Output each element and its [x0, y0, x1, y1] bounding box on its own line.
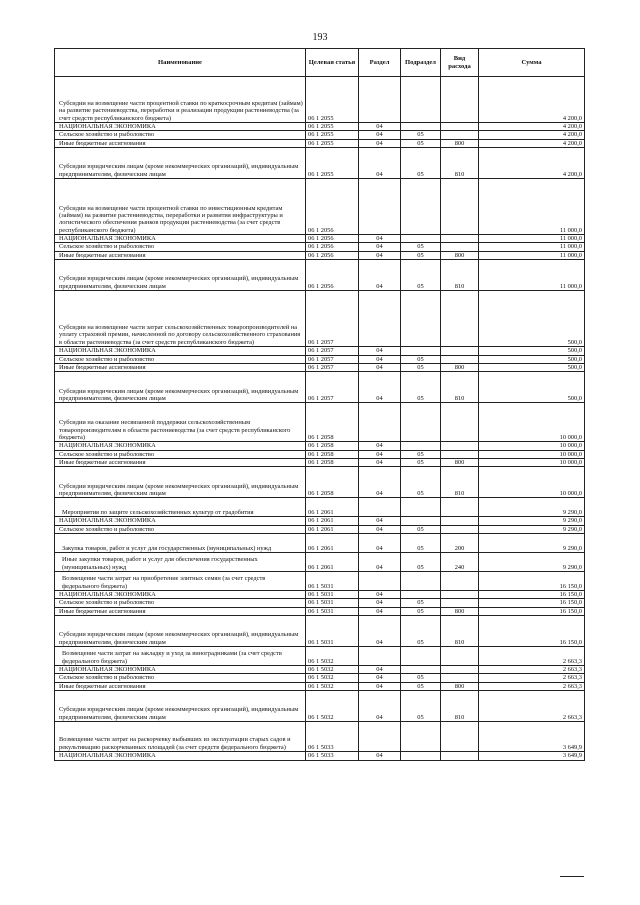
cell-section: 04 [359, 674, 401, 682]
cell-subsection: 05 [401, 674, 441, 682]
cell-subsection: 05 [401, 372, 441, 403]
table-row [55, 607, 585, 615]
cell-name: Сельское хозяйство и рыболовство [55, 674, 306, 682]
cell-amount: 500,0 [479, 355, 585, 363]
cell-name: НАЦИОНАЛЬНАЯ ЭКОНОМИКА [55, 591, 306, 599]
table-row [55, 148, 585, 179]
cell-amount: 11 000,0 [479, 251, 585, 259]
cell-subsection [401, 291, 441, 347]
cell-expense-type: 810 [441, 467, 479, 498]
table-row [55, 291, 585, 347]
cell-section: 04 [359, 553, 401, 572]
cell-article: 06 1 5032 [306, 691, 359, 722]
budget-table [54, 48, 585, 761]
cell-expense-type [441, 674, 479, 682]
cell-subsection: 05 [401, 139, 441, 147]
table-row [55, 179, 585, 235]
cell-section: 04 [359, 260, 401, 291]
cell-section: 04 [359, 691, 401, 722]
cell-expense-type: 800 [441, 139, 479, 147]
cell-expense-type [441, 403, 479, 442]
cell-amount: 500,0 [479, 291, 585, 347]
cell-article: 06 1 5031 [306, 572, 359, 591]
cell-section: 04 [359, 450, 401, 458]
cell-amount: 2 663,3 [479, 691, 585, 722]
cell-expense-type [441, 752, 479, 760]
cell-article: 06 1 2055 [306, 131, 359, 139]
cell-name: Сельское хозяйство и рыболовство [55, 243, 306, 251]
table-row [55, 591, 585, 599]
cell-subsection [401, 517, 441, 525]
cell-subsection: 05 [401, 458, 441, 466]
cell-amount: 9 290,0 [479, 534, 585, 553]
table-row [55, 403, 585, 442]
cell-article: 06 1 2057 [306, 291, 359, 347]
cell-section: 04 [359, 148, 401, 179]
cell-amount: 11 000,0 [479, 235, 585, 243]
cell-section: 04 [359, 607, 401, 615]
table-row [55, 674, 585, 682]
cell-subsection [401, 77, 441, 123]
cell-amount: 4 200,0 [479, 77, 585, 123]
cell-name: Субсидии на возмещение части затрат сельскохозяйственных товаропроизводителей на уплату страховой премии, начисленной по договору сельскохозяйственного страхования в области растениеводства (за счет средств республиканского бюджета) [55, 291, 306, 347]
cell-section: 04 [359, 251, 401, 259]
table-row [55, 572, 585, 591]
cell-amount: 2 663,3 [479, 682, 585, 690]
cell-amount: 10 000,0 [479, 467, 585, 498]
table-row [55, 260, 585, 291]
cell-expense-type: 810 [441, 260, 479, 291]
cell-name: Сельское хозяйство и рыболовство [55, 599, 306, 607]
cell-name: Возмещение части затрат на приобретение элитных семян (за счет средств федерального бюджета) [55, 572, 306, 591]
cell-expense-type [441, 131, 479, 139]
cell-section: 04 [359, 123, 401, 131]
table-row [55, 498, 585, 517]
cell-name: Субсидии на возмещение части процентной ставки по инвестиционным кредитам (займам) на развитие растениеводства, переработки и развития инфраструктуры и логистического обеспечения рынков продукции растениеводства (за счет средств республиканского бюджета) [55, 179, 306, 235]
table-row [55, 372, 585, 403]
table-row [55, 722, 585, 752]
cell-amount: 9 290,0 [479, 498, 585, 517]
cell-article: 06 1 2055 [306, 148, 359, 179]
cell-expense-type: 240 [441, 553, 479, 572]
cell-article: 06 1 2061 [306, 517, 359, 525]
cell-name: Субсидии юридическим лицам (кроме некоммерческих организаций), индивидуальным предпринимателям, физическим лицам [55, 260, 306, 291]
table-row [55, 691, 585, 722]
cell-article: 06 1 5033 [306, 722, 359, 752]
cell-subsection: 05 [401, 467, 441, 498]
cell-article: 06 1 5031 [306, 607, 359, 615]
cell-expense-type [441, 123, 479, 131]
cell-subsection [401, 123, 441, 131]
cell-expense-type: 810 [441, 616, 479, 647]
cell-expense-type: 810 [441, 691, 479, 722]
cell-amount: 500,0 [479, 363, 585, 371]
table-row [55, 553, 585, 572]
cell-expense-type [441, 450, 479, 458]
table-row [55, 666, 585, 674]
cell-section: 04 [359, 355, 401, 363]
cell-subsection [401, 235, 441, 243]
cell-name: НАЦИОНАЛЬНАЯ ЭКОНОМИКА [55, 666, 306, 674]
cell-article: 06 1 5031 [306, 616, 359, 647]
cell-article: 06 1 2055 [306, 123, 359, 131]
cell-article: 06 1 2057 [306, 372, 359, 403]
cell-name: НАЦИОНАЛЬНАЯ ЭКОНОМИКА [55, 235, 306, 243]
cell-amount: 2 663,3 [479, 674, 585, 682]
cell-amount: 9 290,0 [479, 517, 585, 525]
col-header-subsection: Подраздел [401, 49, 441, 77]
cell-name: Иные закупки товаров, работ и услуг для обеспечения государственных (муниципальных) нужд [55, 553, 306, 572]
cell-subsection [401, 403, 441, 442]
cell-expense-type [441, 599, 479, 607]
cell-amount: 16 150,0 [479, 591, 585, 599]
cell-expense-type: 800 [441, 458, 479, 466]
cell-amount: 2 663,3 [479, 666, 585, 674]
cell-expense-type: 800 [441, 682, 479, 690]
cell-amount: 9 290,0 [479, 553, 585, 572]
cell-subsection: 05 [401, 148, 441, 179]
cell-subsection [401, 647, 441, 666]
cell-subsection: 05 [401, 607, 441, 615]
cell-name: Субсидии юридическим лицам (кроме некоммерческих организаций), индивидуальным предпринимателям, физическим лицам [55, 691, 306, 722]
cell-amount: 500,0 [479, 347, 585, 355]
cell-amount: 11 000,0 [479, 179, 585, 235]
table-row [55, 450, 585, 458]
cell-section: 04 [359, 752, 401, 760]
cell-subsection: 05 [401, 260, 441, 291]
cell-amount: 10 000,0 [479, 442, 585, 450]
cell-amount: 3 649,9 [479, 752, 585, 760]
cell-amount: 11 000,0 [479, 260, 585, 291]
table-row [55, 131, 585, 139]
cell-subsection: 05 [401, 599, 441, 607]
cell-name: Возмещение части затрат на закладку и уход за виноградниками (за счет средств федерального бюджета) [55, 647, 306, 666]
cell-subsection: 05 [401, 243, 441, 251]
cell-section: 04 [359, 243, 401, 251]
cell-subsection: 05 [401, 616, 441, 647]
cell-subsection: 05 [401, 131, 441, 139]
cell-article: 06 1 2061 [306, 498, 359, 517]
table-row [55, 251, 585, 259]
cell-subsection [401, 752, 441, 760]
table-row [55, 616, 585, 647]
cell-name: Субсидии на оказание несвязанной поддержки сельскохозяйственным товаропроизводителям в области растениеводства (за счет средств республиканского бюджета) [55, 403, 306, 442]
cell-name: НАЦИОНАЛЬНАЯ ЭКОНОМИКА [55, 123, 306, 131]
cell-expense-type: 810 [441, 148, 479, 179]
cell-expense-type: 800 [441, 251, 479, 259]
cell-subsection: 05 [401, 525, 441, 533]
cell-section [359, 77, 401, 123]
table-row [55, 123, 585, 131]
page-number: 193 [312, 32, 328, 43]
cell-name: НАЦИОНАЛЬНАЯ ЭКОНОМИКА [55, 517, 306, 525]
cell-subsection [401, 179, 441, 235]
cell-subsection [401, 347, 441, 355]
cell-article: 06 1 2058 [306, 442, 359, 450]
table-row [55, 682, 585, 690]
cell-article: 06 1 2061 [306, 525, 359, 533]
cell-subsection [401, 666, 441, 674]
cell-article: 06 1 2055 [306, 139, 359, 147]
cell-name: Иные бюджетные ассигнования [55, 363, 306, 371]
cell-subsection: 05 [401, 682, 441, 690]
cell-section: 04 [359, 372, 401, 403]
cell-name: Субсидии юридическим лицам (кроме некоммерческих организаций), индивидуальным предпринимателям, физическим лицам [55, 616, 306, 647]
cell-section: 04 [359, 363, 401, 371]
cell-section: 04 [359, 599, 401, 607]
table-row [55, 599, 585, 607]
cell-name: Возмещение части затрат на раскорчевку выбывших из эксплуатации старых садов и рекультивацию раскорчеванных площадей (за счет средств федерального бюджета) [55, 722, 306, 752]
cell-name: Мероприятия по защите сельскохозяйственных культур от градобития [55, 498, 306, 517]
table-body [55, 77, 585, 761]
cell-subsection [401, 722, 441, 752]
cell-name: Иные бюджетные ассигнования [55, 458, 306, 466]
cell-amount: 4 200,0 [479, 139, 585, 147]
cell-section: 04 [359, 139, 401, 147]
cell-amount: 10 000,0 [479, 450, 585, 458]
cell-subsection: 05 [401, 251, 441, 259]
cell-name: Сельское хозяйство и рыболовство [55, 450, 306, 458]
cell-expense-type [441, 572, 479, 591]
cell-name: Субсидии юридическим лицам (кроме некоммерческих организаций), индивидуальным предпринимателям, физическим лицам [55, 467, 306, 498]
cell-subsection: 05 [401, 363, 441, 371]
cell-subsection [401, 572, 441, 591]
cell-name: Сельское хозяйство и рыболовство [55, 525, 306, 533]
cell-amount: 16 150,0 [479, 616, 585, 647]
cell-amount: 4 200,0 [479, 148, 585, 179]
table-row [55, 235, 585, 243]
table-row [55, 442, 585, 450]
cell-section [359, 572, 401, 591]
cell-article: 06 1 2061 [306, 553, 359, 572]
cell-name: Иные бюджетные ассигнования [55, 682, 306, 690]
cell-expense-type [441, 243, 479, 251]
cell-section: 04 [359, 682, 401, 690]
cell-section: 04 [359, 131, 401, 139]
cell-article: 06 1 2057 [306, 347, 359, 355]
cell-amount: 16 150,0 [479, 599, 585, 607]
cell-name: Субсидии на возмещение части процентной ставки по краткосрочным кредитам (займам) на развитие растениеводства, переработки и реализации продукции растениеводства (за счет средств республиканского бюджета) [55, 77, 306, 123]
cell-section: 04 [359, 467, 401, 498]
cell-section [359, 179, 401, 235]
cell-amount: 16 150,0 [479, 572, 585, 591]
table-row [55, 139, 585, 147]
cell-name: Субсидии юридическим лицам (кроме некоммерческих организаций), индивидуальным предпринимателям, физическим лицам [55, 372, 306, 403]
col-header-expense-type: Вид расхода [441, 49, 479, 77]
table-row [55, 752, 585, 760]
cell-amount: 11 000,0 [479, 243, 585, 251]
col-header-name: Наименование [55, 49, 306, 77]
cell-expense-type [441, 291, 479, 347]
cell-name: Иные бюджетные ассигнования [55, 139, 306, 147]
cell-name: НАЦИОНАЛЬНАЯ ЭКОНОМИКА [55, 752, 306, 760]
footer-rule [560, 876, 584, 877]
cell-article: 06 1 2056 [306, 179, 359, 235]
cell-article: 06 1 2056 [306, 243, 359, 251]
cell-section: 04 [359, 235, 401, 243]
cell-section: 04 [359, 517, 401, 525]
cell-expense-type [441, 442, 479, 450]
cell-amount: 500,0 [479, 372, 585, 403]
cell-article: 06 1 2058 [306, 458, 359, 466]
cell-expense-type [441, 517, 479, 525]
cell-article: 06 1 2058 [306, 467, 359, 498]
cell-name: Иные бюджетные ассигнования [55, 251, 306, 259]
cell-expense-type [441, 722, 479, 752]
cell-section: 04 [359, 347, 401, 355]
cell-subsection: 05 [401, 553, 441, 572]
cell-name: Иные бюджетные ассигнования [55, 607, 306, 615]
cell-subsection [401, 591, 441, 599]
col-header-amount: Сумма [479, 49, 585, 77]
cell-section: 04 [359, 525, 401, 533]
cell-article: 06 1 2056 [306, 235, 359, 243]
table-row [55, 458, 585, 466]
cell-expense-type [441, 666, 479, 674]
cell-article: 06 1 2061 [306, 534, 359, 553]
cell-article: 06 1 5031 [306, 591, 359, 599]
cell-section: 04 [359, 458, 401, 466]
cell-section: 04 [359, 666, 401, 674]
cell-name: Субсидии юридическим лицам (кроме некоммерческих организаций), индивидуальным предпринимателям, физическим лицам [55, 148, 306, 179]
cell-subsection [401, 498, 441, 517]
cell-article: 06 1 5032 [306, 682, 359, 690]
cell-article: 06 1 2058 [306, 450, 359, 458]
cell-expense-type: 810 [441, 372, 479, 403]
cell-expense-type [441, 179, 479, 235]
cell-name: Закупка товаров, работ и услуг для государственных (муниципальных) нужд [55, 534, 306, 553]
cell-expense-type [441, 347, 479, 355]
cell-name: Сельское хозяйство и рыболовство [55, 131, 306, 139]
table-row [55, 347, 585, 355]
col-header-article: Целевая статья [306, 49, 359, 77]
cell-expense-type [441, 498, 479, 517]
table-row [55, 525, 585, 533]
cell-subsection: 05 [401, 450, 441, 458]
cell-section: 04 [359, 442, 401, 450]
cell-article: 06 1 5032 [306, 666, 359, 674]
cell-section [359, 498, 401, 517]
cell-subsection: 05 [401, 355, 441, 363]
cell-expense-type: 800 [441, 363, 479, 371]
table-row [55, 243, 585, 251]
cell-expense-type [441, 647, 479, 666]
table-row [55, 363, 585, 371]
cell-expense-type [441, 77, 479, 123]
cell-article: 06 1 2055 [306, 77, 359, 123]
table-row [55, 355, 585, 363]
cell-expense-type: 200 [441, 534, 479, 553]
cell-subsection [401, 442, 441, 450]
cell-name: НАЦИОНАЛЬНАЯ ЭКОНОМИКА [55, 442, 306, 450]
cell-expense-type [441, 525, 479, 533]
cell-amount: 16 150,0 [479, 607, 585, 615]
col-header-section: Раздел [359, 49, 401, 77]
cell-section [359, 647, 401, 666]
cell-amount: 10 000,0 [479, 403, 585, 442]
cell-section: 04 [359, 534, 401, 553]
cell-amount: 10 000,0 [479, 458, 585, 466]
cell-section: 04 [359, 591, 401, 599]
table-row [55, 77, 585, 123]
cell-amount: 4 200,0 [479, 131, 585, 139]
cell-name: НАЦИОНАЛЬНАЯ ЭКОНОМИКА [55, 347, 306, 355]
cell-section [359, 291, 401, 347]
cell-article: 06 1 2057 [306, 363, 359, 371]
cell-amount: 2 663,3 [479, 647, 585, 666]
cell-article: 06 1 2058 [306, 403, 359, 442]
table-row [55, 467, 585, 498]
cell-expense-type [441, 355, 479, 363]
cell-article: 06 1 2056 [306, 251, 359, 259]
cell-expense-type [441, 591, 479, 599]
cell-article: 06 1 5032 [306, 647, 359, 666]
cell-article: 06 1 5033 [306, 752, 359, 760]
cell-article: 06 1 5031 [306, 599, 359, 607]
cell-subsection: 05 [401, 534, 441, 553]
cell-article: 06 1 2057 [306, 355, 359, 363]
cell-article: 06 1 2056 [306, 260, 359, 291]
cell-subsection: 05 [401, 691, 441, 722]
table-header-row [55, 49, 585, 77]
cell-amount: 3 649,9 [479, 722, 585, 752]
cell-section [359, 722, 401, 752]
table-row [55, 647, 585, 666]
cell-name: Сельское хозяйство и рыболовство [55, 355, 306, 363]
cell-amount: 9 290,0 [479, 525, 585, 533]
table-row [55, 517, 585, 525]
table-row [55, 534, 585, 553]
cell-section [359, 403, 401, 442]
cell-expense-type: 800 [441, 607, 479, 615]
cell-amount: 4 200,0 [479, 123, 585, 131]
cell-article: 06 1 5032 [306, 674, 359, 682]
cell-section: 04 [359, 616, 401, 647]
cell-expense-type [441, 235, 479, 243]
